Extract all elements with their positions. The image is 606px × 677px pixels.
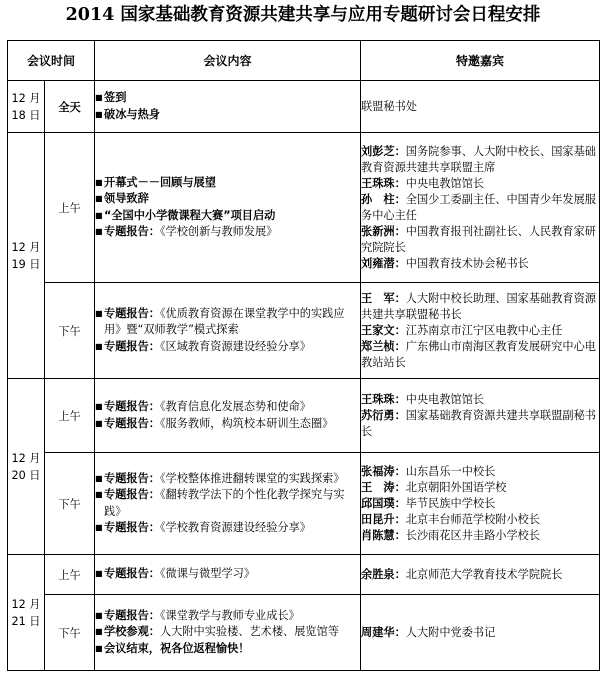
guest-desc: 人大附中校长助理、国家基础教育资源共建共享联盟秘书长 [361, 291, 596, 321]
agenda-item [95, 416, 360, 433]
bullet-icon: ■ [95, 569, 103, 579]
guest-entry [361, 144, 599, 176]
item-label: 签到 [104, 91, 127, 104]
guest-desc: 广东佛山市南海区教育发展研究中心电教站站长 [361, 339, 596, 369]
guest-entry [361, 256, 599, 272]
guests-cell [361, 555, 600, 595]
guest-entry [361, 291, 599, 323]
agenda-item [95, 208, 360, 225]
bullet-icon: ■ [95, 308, 103, 318]
page-title: 2014 国家基础教育资源共建共享与应用专题研讨会日程安排 [65, 5, 541, 25]
item-text: 人大附中实验楼、艺术楼、展览馆等 [159, 625, 339, 639]
bullet-icon: ■ [95, 418, 103, 428]
bullet-icon: ■ [95, 402, 103, 411]
agenda-item [95, 90, 360, 107]
content-cell [95, 379, 361, 453]
period-cell: 全天 [45, 81, 95, 133]
guests-cell [361, 453, 600, 555]
guest-name: 肖陈慧： [361, 528, 406, 542]
schedule-table [7, 40, 600, 671]
guest-name: 刘雍潜： [361, 256, 406, 270]
bullet-icon: ■ [95, 341, 103, 351]
guest-desc: 山东昌乐一中校长 [405, 464, 496, 478]
guest-desc: 国务院参事、人大附中校长、国家基础教育资源共建共享联盟主席 [361, 144, 596, 174]
agenda-item [95, 191, 360, 208]
item-text: 《区域教育资源建设经验分享》 [159, 339, 311, 353]
item-label: “全国中小学微课程大赛”项目启动 [104, 208, 276, 222]
schedule-row [8, 133, 600, 283]
date-cell: 12 月 18 日 [8, 81, 45, 133]
schedule-row [8, 283, 600, 379]
guest-name: 王家文： [361, 323, 406, 337]
guest-desc: 北京师范大学教育技术学院院长 [405, 567, 563, 581]
bullet-icon: ■ [95, 523, 103, 532]
guest-entry [361, 408, 599, 440]
guest-entry [361, 323, 599, 339]
guest-desc: 全国少工委副主任、中国青少年发展服务中心主任 [361, 192, 596, 222]
schedule-row [8, 555, 600, 595]
item-text: 《学校整体推进翻转课堂的实践探索》 [159, 471, 345, 485]
agenda-item [95, 624, 360, 641]
guest-name: 张福涛： [361, 464, 406, 478]
header-time: 会议时间 [8, 41, 95, 81]
item-text: 《课堂教学与教师专业成长》 [159, 608, 300, 622]
period-cell: 上午 [45, 379, 95, 453]
schedule-row [8, 595, 600, 671]
guest-desc: 中国教育报刊社副社长、人民教育家研究院院长 [361, 224, 596, 254]
bullet-icon: ■ [95, 627, 103, 637]
item-text: 《学校创新与教师发展》 [159, 225, 278, 238]
agenda-item [95, 608, 360, 625]
guest-entry [361, 480, 599, 496]
guest-entry [361, 176, 599, 192]
guest-desc: 长沙雨花区井圭路小学校长 [405, 528, 541, 542]
guest-desc: 中国教育技术协会秘书长 [405, 256, 529, 270]
agenda-item [95, 566, 360, 583]
guest-name: 周建华： [361, 625, 406, 639]
schedule-row [8, 81, 600, 133]
item-label: 破冰与热身 [104, 107, 160, 121]
period-cell: 上午 [45, 133, 95, 283]
content-cell [95, 133, 361, 283]
guest-entry [361, 567, 599, 583]
item-label: 专题报告： [104, 306, 160, 320]
agenda-item [95, 399, 360, 416]
agenda-item [95, 471, 360, 488]
agenda-item [95, 339, 360, 356]
item-label: 专题报告： [104, 416, 160, 430]
item-label: 领导致辞 [104, 192, 149, 205]
guests-cell [361, 81, 600, 133]
item-label: 开幕式－－回顾与展望 [104, 175, 216, 189]
date-cell: 12 月 21 日 [8, 555, 45, 671]
guests-cell [361, 595, 600, 671]
item-label: 专题报告： [104, 400, 160, 413]
bullet-icon: ■ [95, 93, 103, 102]
guest-desc: 毕节民族中学校长 [405, 496, 496, 510]
guest-entry [361, 625, 599, 641]
content-cell [95, 453, 361, 555]
bullet-icon: ■ [95, 210, 103, 220]
guest-desc: 国家基础教育资源共建共享联盟副秘书长 [361, 408, 596, 438]
guest-entry [361, 339, 599, 371]
guest-name: 田昆升： [361, 512, 406, 526]
bullet-icon: ■ [95, 643, 103, 653]
date-cell: 12 月 20 日 [8, 379, 45, 555]
guest-name: 王 军： [361, 291, 406, 305]
period-cell: 上午 [45, 555, 95, 595]
header-content: 会议内容 [95, 41, 361, 81]
item-label: 专题报告： [104, 567, 160, 581]
guest-entry [361, 464, 599, 480]
item-text: 《翻转教学法下的个性化教学探究与实践》 [104, 488, 345, 518]
item-text: 《服务教师，构筑校本研训生态圈》 [159, 416, 334, 430]
item-label: 会议结束，祝各位返程愉快！ [104, 641, 250, 655]
guest-name: 苏衍勇： [361, 408, 406, 422]
agenda-item [95, 520, 360, 537]
guest-entry [361, 512, 599, 528]
guests-cell [361, 283, 600, 379]
content-cell [95, 555, 361, 595]
agenda-item [95, 641, 360, 658]
guest-name: 王珠珠： [361, 392, 406, 406]
guests-cell [361, 133, 600, 283]
item-text: 《优质教育资源在课堂教学中的实践应用》暨“双师教学”模式探索 [104, 306, 345, 337]
item-label: 专题报告： [104, 521, 160, 534]
guest-desc: 江苏南京市江宁区电教中心主任 [405, 323, 563, 337]
period-cell: 下午 [45, 595, 95, 671]
guest-desc: 中央电教馆馆长 [405, 392, 485, 406]
header-row [8, 41, 600, 81]
period-cell: 下午 [45, 283, 95, 379]
item-label: 专题报告： [104, 339, 160, 353]
content-cell [95, 595, 361, 671]
item-text: 《学校教育资源建设经验分享》 [159, 521, 311, 534]
item-text: 《教育信息化发展态势和使命》 [159, 400, 311, 413]
guest-entry [361, 392, 599, 408]
item-label: 专题报告： [104, 471, 160, 485]
guest-entry [361, 192, 599, 224]
bullet-icon: ■ [95, 177, 103, 187]
guest-name: 邱国璞： [361, 496, 406, 510]
guest-name: 王 涛： [361, 480, 406, 494]
guest-name: 王珠珠： [361, 176, 406, 190]
content-cell [95, 81, 361, 133]
guest-desc: 人大附中党委书记 [405, 625, 496, 639]
guest-entry [361, 224, 599, 256]
header-guests: 特邀嘉宾 [361, 41, 600, 81]
agenda-item [95, 107, 360, 124]
bullet-icon: ■ [95, 473, 103, 483]
agenda-item [95, 175, 360, 192]
item-label: 专题报告： [104, 608, 160, 622]
guest-entry [361, 496, 599, 512]
item-label: 学校参观： [104, 625, 160, 639]
guest-entry [361, 528, 599, 544]
guest-name: 孙 柱： [361, 192, 406, 206]
guest-desc: 北京朝阳外国语学校 [405, 480, 507, 494]
item-text: 《微课与微型学习》 [159, 567, 256, 581]
bullet-icon: ■ [95, 194, 103, 203]
period-cell: 下午 [45, 453, 95, 555]
agenda-item [95, 487, 360, 520]
guest-entry [361, 99, 599, 115]
guest-desc: 联盟秘书处 [361, 99, 417, 113]
agenda-item [95, 224, 360, 241]
agenda-item [95, 306, 360, 339]
date-cell: 12 月 19 日 [8, 133, 45, 379]
guests-cell [361, 379, 600, 453]
bullet-icon: ■ [95, 610, 103, 620]
item-label: 专题报告： [104, 225, 160, 238]
guest-desc: 中央电教馆馆长 [405, 176, 485, 190]
schedule-row [8, 379, 600, 453]
bullet-icon: ■ [95, 227, 103, 236]
bullet-icon: ■ [95, 490, 103, 499]
schedule-row [8, 453, 600, 555]
guest-name: 刘彭芝： [361, 144, 406, 158]
content-cell [95, 283, 361, 379]
guest-name: 郑兰桢： [361, 339, 406, 353]
guest-desc: 北京丰台师范学校附小校长 [405, 512, 541, 526]
item-label: 专题报告： [104, 488, 160, 501]
guest-name: 张新洲： [361, 224, 406, 238]
bullet-icon: ■ [95, 109, 103, 119]
guest-name: 余胜泉： [361, 567, 406, 581]
